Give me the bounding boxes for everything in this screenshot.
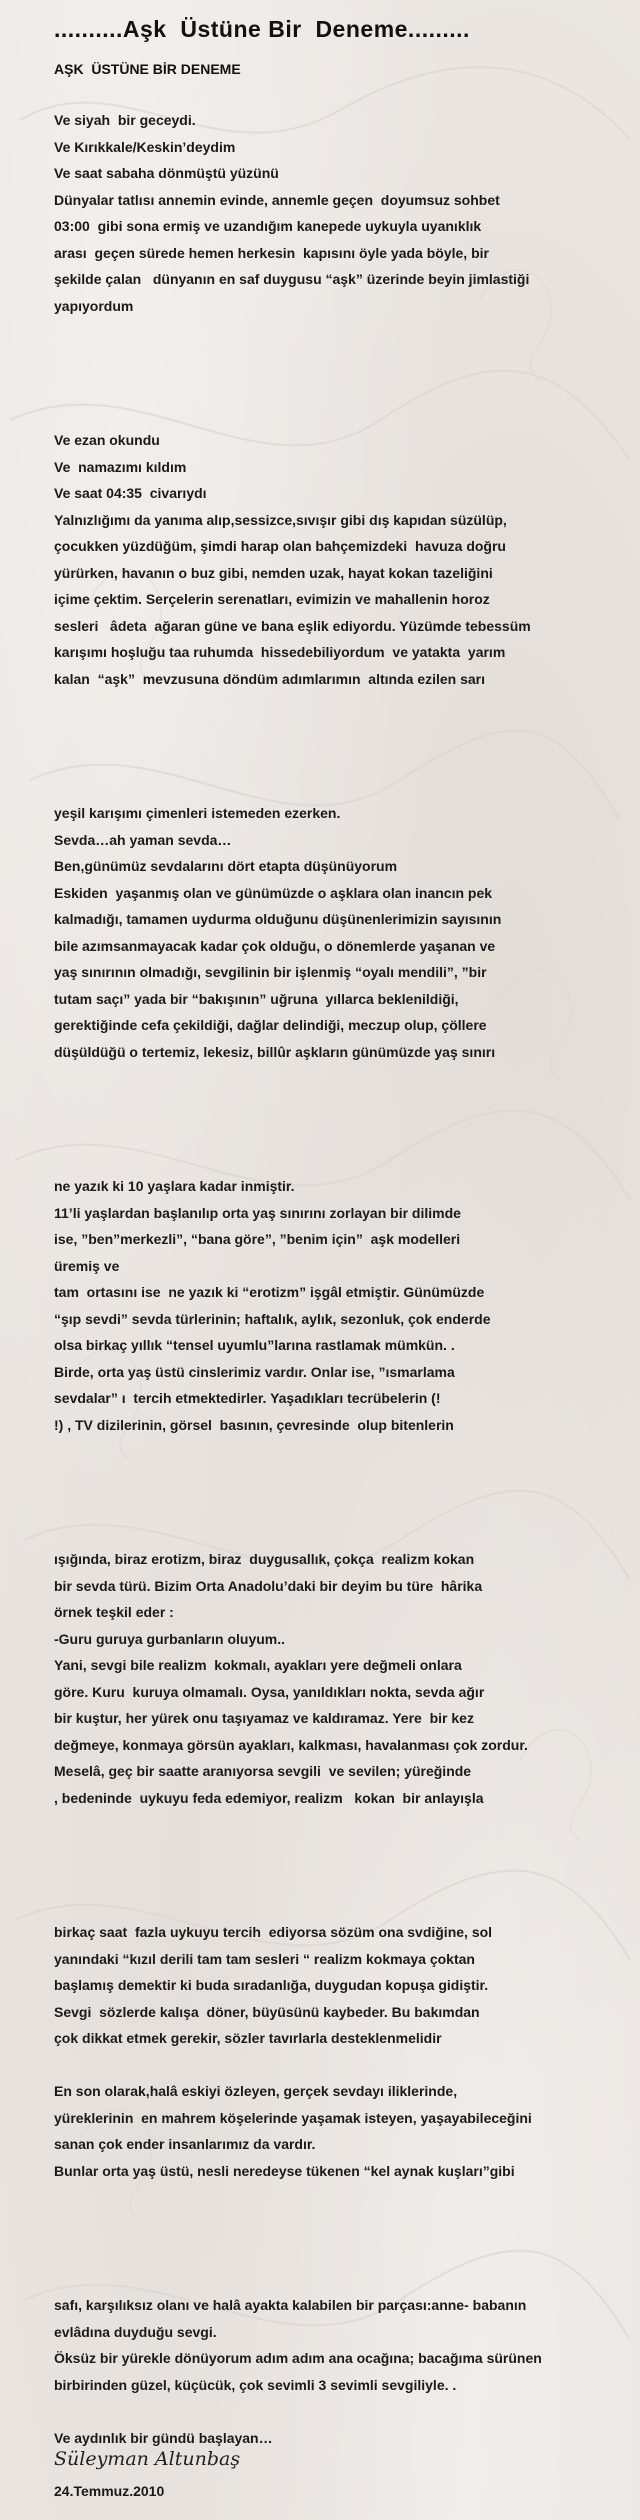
text-line: ne yazık ki 10 yaşlara kadar inmiştir. xyxy=(54,1178,295,1194)
text-line: yaş sınırının olmadığı, sevgilinin bir işlenmiş “oyalı mendili”, ”bir xyxy=(54,964,487,980)
text-line: karışımı hoşluğu taa ruhumda hissedebiliyordum ve yatakta yarım xyxy=(54,644,506,660)
page-title: ..........Aşk Üstüne Bir Deneme......... xyxy=(54,16,470,42)
text-line: Öksüz bir yürekle dönüyorum adım adım ana ocağına; bacağıma sürünen xyxy=(54,2350,542,2366)
text-line: Sevda…ah yaman sevda… xyxy=(54,831,232,848)
section-spacer xyxy=(54,1065,630,1173)
text-line: sanan çok ender insanlarımız da vardır. xyxy=(54,2136,316,2152)
text-line xyxy=(54,2052,630,2079)
section-spacer xyxy=(54,1438,630,1546)
text-line: yanındaki “kızıl derili tam tam sesleri “ realizm kokmaya çoktan xyxy=(54,1950,475,1967)
text-line: yapıyordum xyxy=(54,297,134,314)
text-line: bile azımsanmayacak kadar çok olduğu, o dönemlerde yaşanan ve xyxy=(54,937,496,954)
text-line: örnek teşkil eder : xyxy=(54,1604,174,1620)
text-line: ise, ”ben”merkezli”, “bana göre”, ”benim için” aşk modelleri xyxy=(54,1231,461,1247)
text-line: Ben,günümüz sevdalarını dört etapta düşünüyorum xyxy=(54,858,398,874)
text-line: tam ortasını ise ne yazık ki “erotizm” işgâl etmiştir. Günümüzde xyxy=(54,1284,485,1300)
text-line: çok dikkat etmek gerekir, sözler tavırlarla desteklenmelidir xyxy=(54,2030,442,2046)
text-line: olsa birkaç yıllık “tensel uyumlu”larına rastlamak mümkün. . xyxy=(54,1337,455,1353)
paragraph-section-3 xyxy=(54,800,630,1065)
text-line: -Guru guruya gurbanların oluyum.. xyxy=(54,1630,286,1647)
text-line: Ve siyah bir geceydi. xyxy=(54,112,196,128)
text-line: Ve saat 04:35 civarıydı xyxy=(54,485,207,501)
text-line: yürürken, havanın o buz gibi, nemden uzak, hayat kokan tazeliğini xyxy=(54,564,493,581)
paragraph-section-5 xyxy=(54,1546,630,1811)
text-line: safı, karşılıksız olanı ve halâ ayakta kalabilen bir parçası:anne- babanın xyxy=(54,2297,527,2313)
text-line: kalan “aşk” mevzusuna döndüm adımlarımın altında ezilen sarı xyxy=(54,670,486,687)
text-line: “şıp sevdi” sevda türlerinin; haftalık, aylık, sezonluk, çok enderde xyxy=(54,1310,491,1327)
text-line: yüreklerinin en mahrem köşelerinde yaşamak isteyen, yaşayabileceğini xyxy=(54,2109,532,2126)
section-spacer xyxy=(54,319,630,427)
text-line xyxy=(54,2398,630,2425)
paragraph-section-7 xyxy=(54,2292,630,2504)
text-line: Dünyalar tatlısı annemin evinde, annemle geçen doyumsuz sohbet xyxy=(54,191,500,208)
text-line: En son olarak,halâ eskiyi özleyen, gerçek sevdayı iliklerinde, xyxy=(54,2083,458,2099)
text-line: şekilde çalan dünyanın en saf duygusu “aşk” üzerinde beyin jimlastiği xyxy=(54,271,530,287)
text-line: 03:00 gibi sona ermiş ve uzandığım kanepede uykuyla uyanıklık xyxy=(54,218,482,234)
text-line: düşüldüğü o tertemiz, lekesiz, billûr aşkların günümüzde yaş sınırı xyxy=(54,1043,496,1060)
text-line: Ve saat sabaha dönmüştü yüzünü xyxy=(54,165,279,181)
text-line: bir kuştur, her yürek onu taşıyamaz ve kaldıramaz. Yere bir kez xyxy=(54,1710,474,1726)
text-line: birbirinden güzel, küçücük, çok sevimli 3 sevimli sevgiliyle. . xyxy=(54,2376,457,2393)
text-line: , bedeninde uykuyu feda edemiyor, realizm kokan bir anlayışla xyxy=(54,1789,484,1806)
text-line: göre. Kuru kuruya olmamalı. Oysa, yanıldıkları nokta, sevda ağır xyxy=(54,1683,485,1700)
section-spacer xyxy=(54,1811,630,1919)
text-line: bir sevda türü. Bizim Orta Anadolu’daki bir deyim bu türe hârika xyxy=(54,1577,483,1594)
text-line: sevdalar” ı tercih etmektedirler. Yaşadıkları tecrübelerin (! xyxy=(54,1390,441,1406)
text-line: Ve aydınlık bir gündü başlayan… xyxy=(54,2429,273,2446)
text-line: Birde, orta yaş üstü cinslerimiz vardır. Onlar ise, ”ısmarlama xyxy=(54,1363,455,1380)
text-line: Ve ezan okundu xyxy=(54,432,160,448)
text-line: Sevgi sözlerde kalışa döner, büyüsünü kaybeder. Bu bakımdan xyxy=(54,2003,480,2020)
date-line: 24.Temmuz.2010 xyxy=(54,2482,165,2499)
text-line: çocukken yüzdüğüm, şimdi harap olan bahçemizdeki havuza doğru xyxy=(54,538,506,554)
document-subtitle: AŞK ÜSTÜNE BİR DENEME xyxy=(54,61,241,77)
text-line: gerektiğinde cefa çekildiği, dağlar delindiği, meczup olup, çöllere xyxy=(54,1017,487,1033)
text-line: Yalnızlığımı da yanıma alıp,sessizce,sıvışır gibi dış kapıdan süzülüp, xyxy=(54,511,507,528)
paragraph-section-6 xyxy=(54,1919,630,2184)
section-spacer xyxy=(54,692,630,800)
text-line: arası geçen sürede hemen herkesin kapısını öyle yada böyle, bir xyxy=(54,244,489,261)
text-line: kalmadığı, tamamen uydurma olduğunu düşünenlerimizin sayısının xyxy=(54,911,502,927)
text-line: sesleri âdeta ağaran güne ve bana eşlik ediyordu. Yüzümde tebessüm xyxy=(54,617,531,634)
text-line: değmeye, konmaya görsün ayakları, kalkması, havalanması çok zordur. xyxy=(54,1736,528,1753)
text-line: ışığında, biraz erotizm, biraz duygusallık, çokça realizm kokan xyxy=(54,1551,475,1567)
author-signature: Süleyman Altunbaş xyxy=(54,2448,241,2470)
paragraph-section-1 xyxy=(54,107,630,319)
text-line: yeşil karışımı çimenleri istemeden ezerken. xyxy=(54,805,341,821)
section-spacer xyxy=(54,2184,630,2292)
text-line: Ve Kırıkkale/Keskin’deydim xyxy=(54,138,236,155)
text-line: Meselâ, geç bir saatte aranıyorsa sevgili ve sevilen; yüreğinde xyxy=(54,1763,472,1779)
text-line: 11’li yaşlardan başlanılıp orta yaş sınırını zorlayan bir dilimde xyxy=(54,1204,461,1221)
text-line: Yani, sevgi bile realizm kokmalı, ayakları yere değmeli onlara xyxy=(54,1657,462,1673)
text-line: Ve namazımı kıldım xyxy=(54,458,187,475)
paragraph-section-4 xyxy=(54,1173,630,1438)
text-line: evlâdına duyduğu sevgi. xyxy=(54,2323,217,2340)
text-line: Bunlar orta yaş üstü, nesli neredeyse tükenen “kel aynak kuşları”gibi xyxy=(54,2162,515,2179)
text-line: başlamış demektir ki buda sıradanlığa, duygudan kopuşa gidiştir. xyxy=(54,1977,489,1993)
text-line: Eskiden yaşanmış olan ve günümüzde o aşklara olan inancın pek xyxy=(54,884,493,901)
text-line: birkaç saat fazla uykuyu tercih ediyorsa sözüm ona svdiğine, sol xyxy=(54,1924,493,1940)
paragraph-section-2 xyxy=(54,427,630,692)
document-content xyxy=(54,16,630,2504)
text-line: içime çektim. Serçelerin serenatları, evimizin ve mahallenin horoz xyxy=(54,591,490,607)
text-line: !) , TV dizilerinin, görsel basının, çevresinde olup bitenlerin xyxy=(54,1416,454,1433)
text-line: tutam saçı” yada bir “bakışının” uğruna yıllarca beklenildiği, xyxy=(54,990,459,1007)
text-line: üremiş ve xyxy=(54,1257,120,1274)
